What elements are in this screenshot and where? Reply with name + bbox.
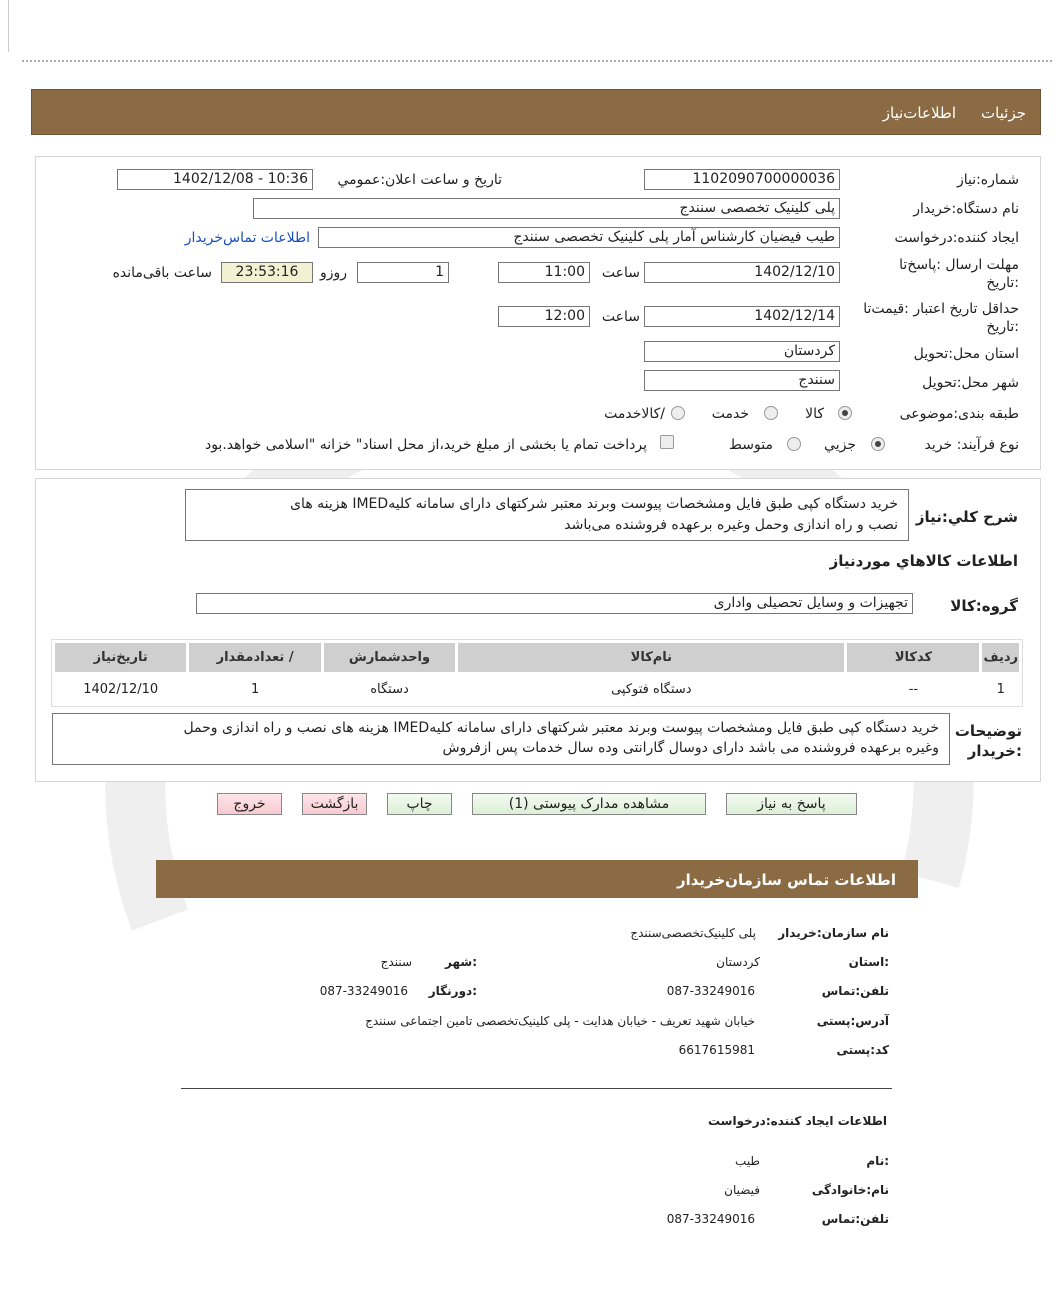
top-left-vline <box>8 0 9 52</box>
announce-field: 1402/12/08 - 10:36 <box>117 169 313 190</box>
validity-label-1: حداقل تاریخ اعتبار :قیمت‌تا <box>863 301 1019 317</box>
col-row-number: ردیف <box>982 643 1019 672</box>
process-minor-label: جزیي <box>824 437 856 453</box>
remaining-label: ساعت باقی‌مانده <box>112 265 212 281</box>
org-name-value: پلی کلینیک‌تخصصی‌سنندج <box>630 926 756 940</box>
validity-date-field: 1402/12/14 <box>644 306 840 327</box>
deadline-time-label: ساعت <box>601 265 640 281</box>
description-line-1: خرید دستگاه کپی طبق فایل ومشخصات پیوست وبرند معتبر شرکتهای دارای سامانه کلیهIMED هزینه های <box>290 496 898 512</box>
contact-address-label: آدرس:پستی <box>816 1014 889 1028</box>
reply-button[interactable]: پاسخ به نیاز <box>726 793 857 815</box>
creator-info-title: اطلاعات ایجاد کننده:درخواست <box>707 1114 887 1128</box>
process-label: نوع فرآیند: خرید <box>924 437 1019 453</box>
cell-unit: دستگاه <box>370 681 409 697</box>
contact-header-title: اطلاعات تماس سازمان‌خریدار <box>676 871 896 889</box>
creator-name-label: :نام <box>866 1154 889 1168</box>
creator-name-value: طیب <box>735 1154 760 1168</box>
buyer-contact-link[interactable]: اطلاعات تماس‌خریدار <box>184 230 310 246</box>
contact-province-value: کردستان <box>716 955 760 969</box>
validity-label-2: :تاریخ <box>986 319 1019 335</box>
category-goods-service-radio[interactable] <box>671 406 685 420</box>
exit-button[interactable]: خروج <box>217 793 282 815</box>
category-label: طبقه بندی:موضوعی <box>899 406 1019 422</box>
col-goods-code: کدکالا <box>847 643 979 672</box>
goods-table-header-row <box>55 643 1019 672</box>
cell-quantity: 1 <box>250 681 260 697</box>
days-label: روزو <box>319 265 347 281</box>
deadline-date-field: 1402/12/10 <box>644 262 840 283</box>
org-name-label: نام سازمان:خریدار <box>778 926 889 940</box>
category-service-radio[interactable] <box>764 406 778 420</box>
deadline-label-1: مهلت ارسال :پاسخ‌تا <box>899 257 1019 273</box>
deadline-time-field: 11:00 <box>498 262 590 283</box>
cell-goods-name: دستگاه فتوکپی <box>611 681 692 697</box>
description-line-2: نصب و راه اندازی وحمل وغیره برعهده فروشنده می‌باشد <box>564 517 898 533</box>
creator-label: ایجاد کننده:درخواست <box>894 230 1019 246</box>
description-box <box>185 489 909 541</box>
back-button[interactable]: بازگشت <box>302 793 367 815</box>
process-medium-radio[interactable] <box>787 437 801 451</box>
validity-time-field: 12:00 <box>498 306 590 327</box>
contact-fax-label: :دورنگار <box>428 984 477 998</box>
contact-city-label: :شهر <box>445 955 477 969</box>
process-medium-label: متوسط <box>729 437 773 453</box>
col-goods-name: نام‌کالا <box>458 643 844 672</box>
buyer-notes-label-2: :خریدار <box>967 742 1022 760</box>
buyer-label: نام دستگاه:خریدار <box>913 201 1019 217</box>
cell-row-number: 1 <box>996 681 1005 697</box>
creator-phone-label: تلفن:تماس <box>821 1212 889 1226</box>
buyer-notes-line-2: وغیره برعهده فروشنده می باشد دارای دوسال گارانتی وده سال خدمات پس ازفروش <box>442 740 939 756</box>
tab-details[interactable]: جزئیات <box>981 104 1026 122</box>
deadline-label-2: :تاریخ <box>986 275 1019 291</box>
city-label: شهر محل:تحویل <box>922 375 1019 391</box>
contact-postal-label: کد:پستی <box>836 1043 889 1057</box>
col-need-date: تاریخ‌نیاز <box>55 643 186 672</box>
creator-field: طیب فیضیان کارشناس آمار پلی کلینیک تخصصی سنندج <box>318 227 840 248</box>
province-label: استان محل:تحویل <box>913 346 1019 362</box>
remaining-time-field: 23:53:16 <box>221 262 313 283</box>
description-label: شرح کلي:نیاز <box>915 508 1018 526</box>
buyer-notes-box <box>52 713 950 765</box>
col-quantity: / تعدادمقدار <box>189 643 320 672</box>
col-unit: واحدشمارش <box>324 643 455 672</box>
goods-table <box>52 640 1022 706</box>
table-row <box>55 675 1019 703</box>
buyer-notes-label-1: توضیحات <box>954 722 1022 740</box>
need-number-field: 1102090700000036 <box>644 169 840 190</box>
contact-province-label: :استان <box>848 955 889 969</box>
contact-phone-value: 087-33249016 <box>666 984 755 998</box>
cell-goods-code: -- <box>908 681 919 697</box>
category-goods-radio[interactable] <box>838 406 852 420</box>
cell-need-date: 1402/12/10 <box>83 681 159 697</box>
print-button[interactable]: چاپ <box>387 793 452 815</box>
need-number-label: شماره:نیاز <box>956 172 1019 188</box>
validity-time-label: ساعت <box>601 309 640 325</box>
contact-phone-label: تلفن:تماس <box>821 984 889 998</box>
category-goods-label: کالا <box>805 406 824 422</box>
buyer-field: پلی کلینیک تخصصی سنندج <box>253 198 840 219</box>
contact-header-bar <box>156 860 918 898</box>
contact-postal-value: 6617615981 <box>678 1043 755 1057</box>
category-goods-service-label: /کالاخدمت <box>604 406 665 422</box>
goods-group-field: تجهیزات و وسایل تحصیلی واداری <box>196 593 913 614</box>
category-service-label: خدمت <box>711 406 749 422</box>
treasury-payment-text: پرداخت تمام یا بخشی از مبلغ خرید،از محل اسناد" خزانه "اسلامی خواهد.بود <box>204 437 647 453</box>
goods-group-label: گروه:کالا <box>950 597 1018 615</box>
city-field: سنندج <box>644 370 840 391</box>
contact-divider <box>181 1088 892 1089</box>
buyer-notes-line-1: خرید دستگاه کپی طبق فایل ومشخصات پیوست وبرند معتبر شرکتهای دارای سامانه کلیهIMED هزینه های نصب و راه اندازی وحمل <box>183 720 939 736</box>
view-attachments-button[interactable]: مشاهده مدارک پیوستی (1) <box>472 793 706 815</box>
creator-family-value: فیضیان <box>724 1183 760 1197</box>
goods-info-title: اطلاعات کالاهاي موردنیاز <box>829 552 1018 570</box>
header-bar <box>31 89 1041 135</box>
contact-address-value: خیابان شهید تعریف - خیابان هدایت - پلی کلینیک‌تخصصی تامین اجتماعی سنندج <box>365 1014 755 1028</box>
days-field: 1 <box>357 262 449 283</box>
process-minor-radio[interactable] <box>871 437 885 451</box>
creator-family-label: نام:خانوادگی <box>811 1183 889 1197</box>
creator-phone-value: 087-33249016 <box>666 1212 755 1226</box>
contact-fax-value: 087-33249016 <box>319 984 408 998</box>
province-field: کردستان <box>644 341 840 362</box>
treasury-payment-checkbox[interactable] <box>660 435 674 449</box>
contact-city-value: سنندج <box>380 955 412 969</box>
top-dotted-divider <box>22 60 1052 62</box>
tab-need-info[interactable]: اطلاعات‌نیاز <box>882 104 956 122</box>
announce-label: تاریخ و ساعت اعلان:عمومي <box>337 172 502 188</box>
